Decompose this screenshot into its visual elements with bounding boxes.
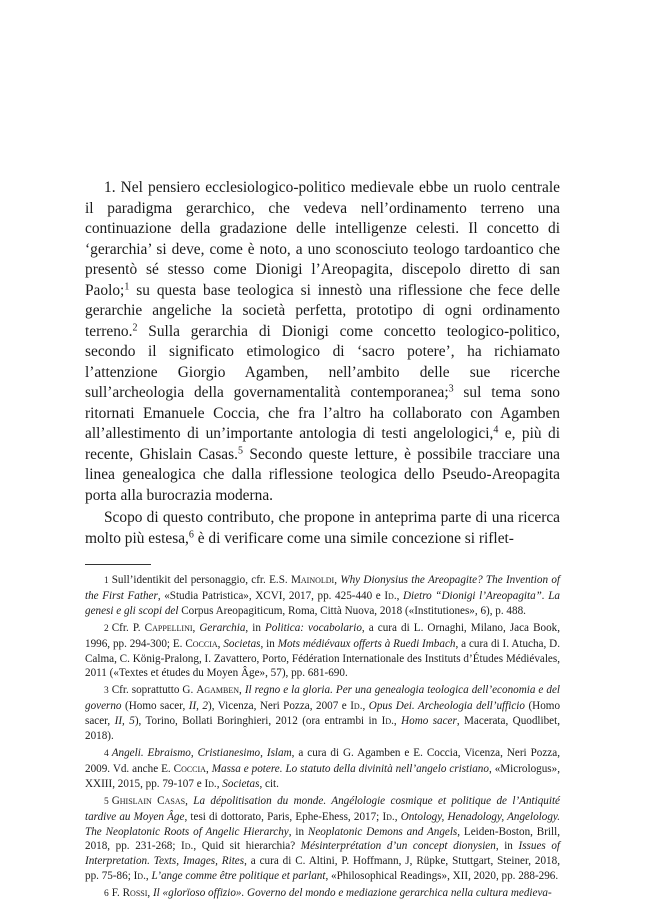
text-run: sul tema sono ritornati Emanuele Coccia, che fra l’altro ha collaborato con Agamben all’allestimento di un’importante antologia di testi angelologici, xyxy=(85,384,560,442)
footnote xyxy=(85,746,560,792)
footnote-ref: 5 xyxy=(237,445,243,456)
footnote xyxy=(85,683,560,744)
footnote-separator xyxy=(85,564,151,565)
small-caps-text: Id. xyxy=(350,700,363,713)
text-run: Sulla gerarchia di Dionigi come concetto teologico-politico, secondo il significato etimologico di ‘sacro potere’, ha richiamato l’attenzione Giorgio Agamben, nell’ambito delle sue ricerche sull’archeologia della governamentalità contemporanea; xyxy=(85,322,560,401)
footnote-number: 6 xyxy=(104,889,109,900)
text-run: , xyxy=(192,621,200,634)
footnote-number: 1 xyxy=(104,576,109,586)
italic-text: Massa e potere. Lo statuto della divinità nell’angelo cristiano xyxy=(211,762,489,775)
text-run: Secondo queste letture, è possibile tracciare una linea genealogica che dalla riflessione teologica dello Pseudo-Areopagita porta alla burocrazia moderna. xyxy=(85,445,560,504)
italic-text: Societas xyxy=(223,637,261,650)
small-caps-text: Id. xyxy=(204,777,217,790)
italic-text: Mésinterprétation d’un concept dionysien xyxy=(300,840,496,853)
footnote-ref: 4 xyxy=(493,424,499,436)
text-run: , cit. xyxy=(259,777,279,790)
text-run: , xyxy=(185,794,194,807)
footnote-ref: 6 xyxy=(188,529,194,540)
body-paragraph-1 xyxy=(85,178,560,506)
footnote-ref: 3 xyxy=(448,383,454,395)
text-run: ), Torino, Bollati Boringhieri, 2012 (ora entrambi in xyxy=(134,715,382,728)
text-run: , xyxy=(217,637,224,650)
italic-text: Politica: vocabolario xyxy=(265,621,362,634)
text-run: , in xyxy=(260,637,278,650)
small-caps-text: Mainoldi xyxy=(290,574,335,586)
footnote-number: 5 xyxy=(104,796,109,807)
italic-text: Angeli. Ebraismo, Cristianesimo, Islam xyxy=(111,746,292,759)
text-run: , xyxy=(147,887,153,900)
text-run: , in xyxy=(245,621,265,634)
text-run: su questa base teologica si innestò una riflessione che fece delle gerarchie angeliche la società perfetta, prototipo di ogni ordinamento terreno. xyxy=(85,281,560,340)
italic-text: Homo sacer xyxy=(401,715,457,728)
italic-text: Neoplatonic Demons and Angels xyxy=(307,825,458,838)
footnote-ref: 2 xyxy=(132,322,138,333)
footnote-text xyxy=(85,684,560,742)
text-run: , in xyxy=(495,840,519,853)
italic-text: Il regno e la gloria. Per una genealogia teologica dell’economia e del governo xyxy=(85,684,560,713)
small-caps-text: Id. xyxy=(384,589,397,602)
text-run: , xyxy=(394,810,401,823)
footnote-number: 4 xyxy=(104,748,109,759)
text-run: , xyxy=(396,589,404,602)
footnote xyxy=(85,794,560,884)
footnote-text xyxy=(85,747,560,790)
italic-text: Il «glorïoso offizio». Governo del mondo e mediazione gerarchica nella cultura medieva- xyxy=(152,887,552,900)
text-run: , a cura di I. Atucha, D. Calma, C. König-Pralong, I. Zavattero, Porto, Fédération Internationale des Instituts d’Études Médiévales, 2011 («Textes et études du Moyen Âge», 57), pp. 681-690. xyxy=(85,637,560,680)
body-text xyxy=(85,178,560,549)
text-run: , a cura di C. Altini, P. Hoffmann, J, Rüpke, Stuttgart, Steiner, 2018, pp. 75-86; xyxy=(85,855,560,883)
text-run: , «Micrologus», XXIII, 2015, pp. 79-107 e xyxy=(85,762,560,790)
footnote xyxy=(85,621,560,682)
small-caps-text: Ghislain Casas xyxy=(111,794,186,807)
page xyxy=(85,178,560,904)
italic-text: Ontology, Henadology, Angelology. The Neoplatonic Roots of Angelic Hierarchy xyxy=(85,810,560,838)
text-run: , xyxy=(205,762,212,775)
text-run: , a cura di L. Ornaghi, Milano, Jaca Book, 1996, pp. 294-300; E. xyxy=(85,621,561,650)
small-caps-text: Id. xyxy=(382,810,395,823)
text-run: , xyxy=(362,700,369,713)
italic-text: La dépolitisation du monde. Angélologie cosmique et politique de l’Antiquité tardive au Moyen Âge xyxy=(85,794,560,823)
text-run: Sull’identikit del personaggio, cfr. E.S. xyxy=(111,574,291,586)
footnote-text xyxy=(85,622,560,680)
italic-text: Dietro “Dionigi l’Areopagita”. La genesi e gli scopi del xyxy=(85,589,560,617)
text-run: , tesi di dottorato, Paris, Ephe-Ehess, 2017; xyxy=(184,810,383,823)
footnote-ref: 1 xyxy=(124,281,130,292)
text-run: ), Vicenza, Neri Pozza, 2007 e xyxy=(208,700,351,713)
italic-text: Societas xyxy=(222,777,260,790)
text-run: , in xyxy=(288,825,308,838)
italic-text: Mots médiévaux offerts à Ruedi Imbach xyxy=(277,637,456,650)
italic-text: Why Dionysius the Areopagite? The Invention of the First Father xyxy=(85,574,560,602)
footnote-number: 2 xyxy=(104,623,109,634)
text-run: Scopo di questo contributo, che propone in anteprima parte di una ricerca molto più estesa, xyxy=(85,509,560,547)
footnote-number: 3 xyxy=(104,686,109,697)
text-run: F. xyxy=(111,887,123,900)
text-run: 1. Nel pensiero ecclesiologico-politico medievale ebbe un ruolo centrale il paradigma gerarchico, che vedeva nell’ordinamento terreno una continuazione della gradazione delle intelligenze celesti. Il concetto di ‘gerarchia’ si deve, come è noto, a uno sconosciuto teologo tardoantico che presentò sé stesso come Dionigi l’Areopagita, discepolo diretto di san Paolo; xyxy=(85,179,560,299)
footnote xyxy=(85,573,560,619)
italic-text: Gerarchia xyxy=(199,621,246,634)
footnotes xyxy=(85,573,560,902)
text-run: Cfr. soprattutto G. xyxy=(111,684,197,697)
footnote xyxy=(85,886,560,902)
small-caps-text: Rossi xyxy=(122,887,148,900)
text-run: (Homo sacer, xyxy=(85,700,561,728)
text-run: , Macerata, Quodlibet, 2018). xyxy=(85,715,560,743)
footnote-text xyxy=(112,887,552,899)
text-run: Corpus Areopagiticum, Roma, Città Nuova, 2018 («Institutiones», 6), p. 488. xyxy=(178,604,526,617)
small-caps-text: Id. xyxy=(181,840,194,853)
text-run: (Homo sacer, xyxy=(121,700,189,713)
text-run: , a cura di G. Agamben e E. Coccia, Vicenza, Neri Pozza, 2009. Vd. anche E. xyxy=(85,746,560,775)
small-caps-text: Id. xyxy=(133,870,146,883)
small-caps-text: Id. xyxy=(381,715,394,728)
text-run: , xyxy=(145,870,152,883)
small-caps-text: Coccia xyxy=(185,637,218,650)
text-run: e, più di recente, Ghislain Casas. xyxy=(85,425,560,463)
italic-text: II, 5 xyxy=(114,715,135,728)
body-paragraph-2 xyxy=(85,508,560,549)
small-caps-text: Coccia xyxy=(173,762,206,775)
text-run: , Leiden-Boston, Brill, 2018, pp. 231-268; xyxy=(85,825,560,853)
text-run: , xyxy=(216,777,223,790)
text-run: , xyxy=(334,574,341,586)
small-caps-text: Agamben xyxy=(196,684,239,697)
text-run: , Quid sit hierarchia? xyxy=(193,840,301,853)
text-run: è di verificare come una simile concezione si riflet- xyxy=(193,529,514,547)
italic-text: Issues of Interpretation. Texts, Images, Rites xyxy=(85,840,561,868)
text-run: , xyxy=(393,715,402,728)
italic-text: L’ange comme être politique et parlant xyxy=(151,870,326,883)
text-run: , «Studia Patristica», XCVI, 2017, pp. 425-440 e xyxy=(157,589,385,602)
text-run: , xyxy=(239,684,245,697)
italic-text: Opus Dei. Archeologia dell’ufficio xyxy=(368,700,525,713)
footnote-text xyxy=(85,574,560,617)
italic-text: II, 2 xyxy=(188,700,209,713)
text-run: Cfr. P. xyxy=(111,621,145,634)
text-run: , «Philosophical Readings», XII, 2020, pp. 288-296. xyxy=(325,870,559,883)
small-caps-text: Cappellini xyxy=(144,621,193,634)
footnote-text xyxy=(85,795,560,883)
